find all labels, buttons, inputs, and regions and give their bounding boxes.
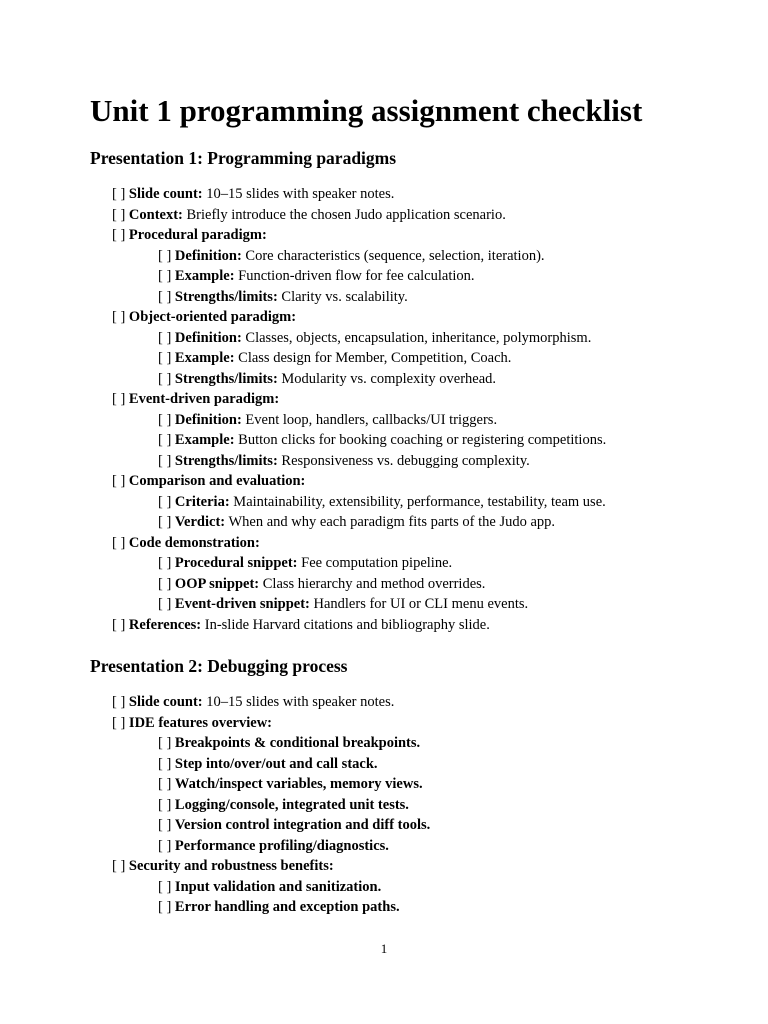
checkbox-marker[interactable]: [ ] bbox=[158, 370, 172, 387]
checkbox-marker[interactable]: [ ] bbox=[158, 329, 172, 346]
checklist-item bbox=[0, 430, 606, 451]
checklist-item bbox=[0, 287, 606, 308]
item-label: References: bbox=[128, 616, 202, 633]
section-heading: Presentation 2: Debugging process bbox=[90, 656, 348, 676]
item-text: When and why each paradigm fits parts of the Judo app. bbox=[225, 514, 556, 530]
checklist-item bbox=[0, 533, 606, 554]
checkbox-marker[interactable]: [ ] bbox=[158, 493, 172, 510]
item-text: Responsiveness vs. debugging complexity. bbox=[277, 452, 530, 469]
checklist-item bbox=[0, 836, 430, 857]
item-text: 10–15 slides with speaker notes. bbox=[202, 694, 395, 710]
checkbox-marker[interactable]: [ ] bbox=[158, 452, 172, 469]
checkbox-marker[interactable]: [ ] bbox=[112, 714, 126, 731]
checklist-item bbox=[0, 553, 606, 574]
checklist-item bbox=[0, 594, 606, 615]
item-label: Definition: bbox=[174, 247, 242, 264]
checkbox-marker[interactable]: [ ] bbox=[112, 309, 126, 325]
item-text: In-slide Harvard citations and bibliography slide. bbox=[201, 616, 490, 633]
checklist-item bbox=[0, 328, 606, 349]
checkbox-marker[interactable]: [ ] bbox=[112, 206, 126, 223]
checklist-item bbox=[0, 774, 430, 795]
section-heading: Presentation 1: Programming paradigms bbox=[90, 148, 397, 168]
item-label: Strengths/limits: bbox=[174, 452, 278, 469]
checklist-item bbox=[0, 877, 430, 898]
checkbox-marker[interactable]: [ ] bbox=[112, 858, 126, 874]
item-text: Clarity vs. scalability. bbox=[277, 288, 408, 305]
checklist-item bbox=[0, 512, 606, 533]
checkbox-marker[interactable]: [ ] bbox=[112, 473, 126, 489]
page-title: Unit 1 programming assignment checklist bbox=[90, 93, 643, 128]
checklist-item bbox=[0, 451, 606, 472]
page-number: 1 bbox=[380, 941, 388, 956]
checkbox-marker[interactable]: [ ] bbox=[158, 555, 172, 571]
item-label: Code demonstration: bbox=[128, 534, 260, 551]
checklist-item bbox=[0, 615, 606, 636]
checklist-item bbox=[0, 856, 430, 877]
item-text: Core characteristics (sequence, selection, iteration). bbox=[241, 247, 545, 264]
item-label: Definition: bbox=[174, 329, 242, 346]
checklist-item bbox=[0, 733, 430, 754]
checkbox-marker[interactable]: [ ] bbox=[158, 735, 172, 751]
checklist-item bbox=[0, 692, 430, 713]
checklist-item bbox=[0, 492, 606, 513]
checkbox-marker[interactable]: [ ] bbox=[158, 796, 172, 813]
checklist-item bbox=[0, 389, 606, 410]
item-label: Example: bbox=[174, 350, 235, 366]
item-text: Maintainability, extensibility, performance, testability, team use. bbox=[229, 493, 606, 510]
checkbox-marker[interactable]: [ ] bbox=[112, 227, 126, 243]
checkbox-marker[interactable]: [ ] bbox=[158, 247, 172, 264]
checklist-item bbox=[0, 410, 606, 431]
item-text: Fee computation pipeline. bbox=[297, 555, 453, 571]
checklist-item bbox=[0, 184, 606, 205]
checkbox-marker[interactable]: [ ] bbox=[112, 391, 126, 407]
checkbox-marker[interactable]: [ ] bbox=[158, 288, 172, 305]
checklist-item bbox=[0, 246, 606, 267]
checklist-item bbox=[0, 795, 430, 816]
checkbox-marker[interactable]: [ ] bbox=[158, 817, 172, 833]
item-label: Strengths/limits: bbox=[174, 370, 278, 387]
item-text: 10–15 slides with speaker notes. bbox=[202, 186, 395, 202]
checkbox-marker[interactable]: [ ] bbox=[158, 350, 172, 366]
checklist-item bbox=[0, 369, 606, 390]
checkbox-marker[interactable]: [ ] bbox=[158, 575, 172, 592]
item-label: Logging/console, integrated unit tests. bbox=[174, 796, 409, 813]
item-label: Procedural paradigm: bbox=[128, 227, 267, 243]
checklist-item bbox=[0, 574, 606, 595]
item-label: IDE features overview: bbox=[128, 714, 273, 731]
item-label: Strengths/limits: bbox=[174, 288, 278, 305]
checkbox-marker[interactable]: [ ] bbox=[158, 411, 172, 428]
checklist-item bbox=[0, 205, 606, 226]
checkbox-marker[interactable]: [ ] bbox=[158, 268, 172, 284]
checkbox-marker[interactable]: [ ] bbox=[158, 899, 172, 915]
item-label: Context: bbox=[128, 206, 183, 223]
checklist bbox=[0, 184, 606, 635]
checkbox-marker[interactable]: [ ] bbox=[112, 694, 126, 710]
item-label: Example: bbox=[174, 432, 235, 448]
item-label: Slide count: bbox=[128, 694, 203, 710]
checkbox-marker[interactable]: [ ] bbox=[112, 534, 126, 551]
item-label: Input validation and sanitization. bbox=[174, 878, 382, 895]
item-text: Button clicks for booking coaching or registering competitions. bbox=[234, 432, 607, 448]
item-label: Error handling and exception paths. bbox=[174, 899, 400, 915]
item-label: Step into/over/out and call stack. bbox=[174, 755, 378, 772]
checkbox-marker[interactable]: [ ] bbox=[112, 186, 126, 202]
item-label: Comparison and evaluation: bbox=[128, 473, 306, 489]
item-label: Security and robustness benefits: bbox=[128, 858, 334, 874]
item-label: Criteria: bbox=[174, 493, 230, 510]
checklist-item bbox=[0, 713, 430, 734]
item-text: Classes, objects, encapsulation, inheritance, polymorphism. bbox=[241, 329, 592, 346]
checklist bbox=[0, 692, 430, 918]
checklist-item bbox=[0, 266, 606, 287]
checkbox-marker[interactable]: [ ] bbox=[158, 514, 172, 530]
item-text: Modularity vs. complexity overhead. bbox=[277, 370, 497, 387]
item-label: Performance profiling/diagnostics. bbox=[174, 837, 389, 854]
item-label: OOP snippet: bbox=[174, 575, 260, 592]
item-label: Breakpoints & conditional breakpoints. bbox=[174, 735, 421, 751]
item-label: Example: bbox=[174, 268, 235, 284]
item-label: Event-driven paradigm: bbox=[128, 391, 280, 407]
item-label: Definition: bbox=[174, 411, 242, 428]
checklist-item bbox=[0, 754, 430, 775]
item-label: Event-driven snippet: bbox=[174, 596, 310, 612]
checkbox-marker[interactable]: [ ] bbox=[112, 616, 126, 633]
checkbox-marker[interactable]: [ ] bbox=[158, 432, 172, 448]
item-label: Slide count: bbox=[128, 186, 203, 202]
checkbox-marker[interactable]: [ ] bbox=[158, 776, 172, 792]
checklist-item bbox=[0, 225, 606, 246]
checklist-item bbox=[0, 348, 606, 369]
item-text: Class design for Member, Competition, Coach. bbox=[234, 350, 512, 366]
checklist-item bbox=[0, 471, 606, 492]
item-text: Briefly introduce the chosen Judo application scenario. bbox=[182, 206, 506, 223]
checkbox-marker[interactable]: [ ] bbox=[158, 878, 172, 895]
checklist-item bbox=[0, 815, 430, 836]
item-text: Function-driven flow for fee calculation. bbox=[234, 268, 475, 284]
item-label: Version control integration and diff tools. bbox=[174, 817, 431, 833]
item-label: Object-oriented paradigm: bbox=[128, 309, 297, 325]
checkbox-marker[interactable]: [ ] bbox=[158, 837, 172, 854]
checklist-item bbox=[0, 897, 430, 918]
item-label: Watch/inspect variables, memory views. bbox=[174, 776, 423, 792]
item-label: Procedural snippet: bbox=[174, 555, 298, 571]
item-label: Verdict: bbox=[174, 514, 226, 530]
item-text: Class hierarchy and method overrides. bbox=[259, 575, 486, 592]
item-text: Handlers for UI or CLI menu events. bbox=[309, 596, 529, 612]
checkbox-marker[interactable]: [ ] bbox=[158, 596, 172, 612]
checklist-item bbox=[0, 307, 606, 328]
item-text: Event loop, handlers, callbacks/UI triggers. bbox=[241, 411, 498, 428]
checkbox-marker[interactable]: [ ] bbox=[158, 755, 172, 772]
